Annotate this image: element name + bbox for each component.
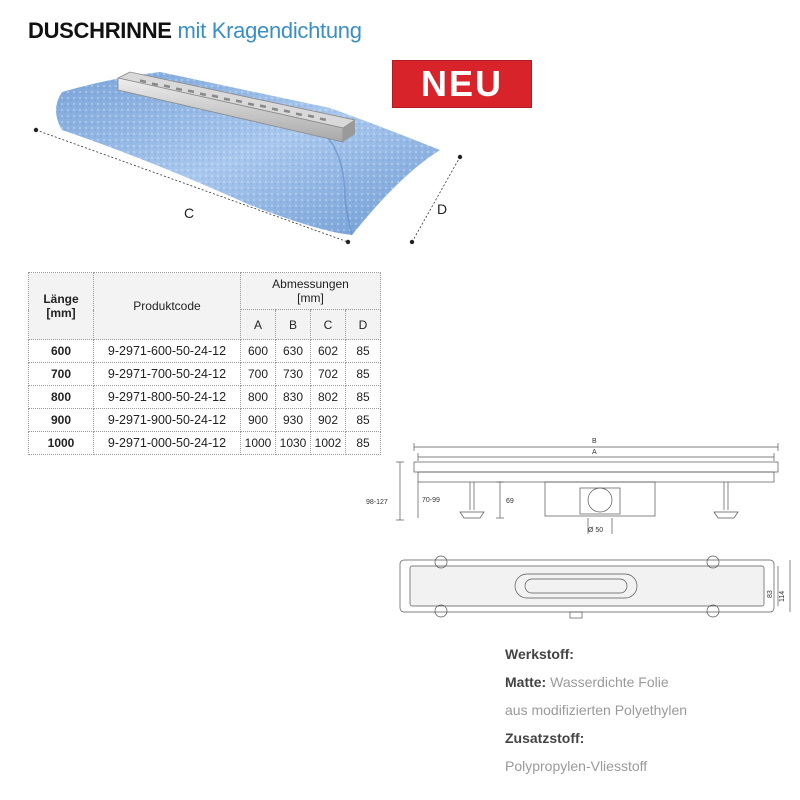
new-badge: NEU xyxy=(392,60,532,108)
side-view xyxy=(396,443,778,534)
dim-label-foot-range: 70-99 xyxy=(422,497,440,504)
matte-line-2: aus modifizierten Polyethylen xyxy=(505,702,688,718)
spec-table xyxy=(28,272,381,455)
top-view xyxy=(400,556,790,618)
table-row: 900 9-2971-900-50-24-12 900 930 902 85 xyxy=(29,409,381,432)
title-sub: mit Kragendichtung xyxy=(177,18,362,43)
table-row: 700 9-2971-700-50-24-12 700 730 702 85 xyxy=(29,363,381,386)
header-dimensions: Abmessungen [mm] xyxy=(241,273,381,310)
matte-line: Matte: Wasserdichte Folie xyxy=(505,674,669,690)
header-dim-a: A xyxy=(241,310,276,340)
additive-value: Polypropylen-Vliesstoff xyxy=(505,758,648,774)
material-info xyxy=(505,640,687,780)
header-length: Länge [mm] xyxy=(29,273,94,340)
header-dim-c: C xyxy=(311,310,346,340)
product-image xyxy=(0,0,800,270)
dim-label-width-inner: 83 xyxy=(767,590,774,598)
dim-label-outlet: Ø 50 xyxy=(588,527,604,534)
additive-heading: Zusatzstoff: xyxy=(505,730,585,746)
table-row: 1000 9-2971-000-50-24-12 1000 1030 1002 85 xyxy=(29,432,381,455)
dim-label-c: C xyxy=(184,205,195,221)
dim-label-depth: 69 xyxy=(506,498,514,505)
header-dim-d: D xyxy=(346,310,381,340)
dim-label-width-outer: 114 xyxy=(779,590,786,602)
title-main: DUSCHRINNE xyxy=(28,18,172,43)
dim-label-d: D xyxy=(437,201,448,217)
dim-label-b: B xyxy=(592,438,597,445)
material-heading: Werkstoff: xyxy=(505,646,574,662)
table-row: 600 9-2971-600-50-24-12 600 630 602 85 xyxy=(29,340,381,363)
dim-label-a: A xyxy=(592,449,597,456)
table-row: 800 9-2971-800-50-24-12 800 830 802 85 xyxy=(29,386,381,409)
header-code: Produktcode xyxy=(94,273,241,340)
dim-label-height-range: 98-127 xyxy=(366,499,388,506)
header-dim-b: B xyxy=(276,310,311,340)
